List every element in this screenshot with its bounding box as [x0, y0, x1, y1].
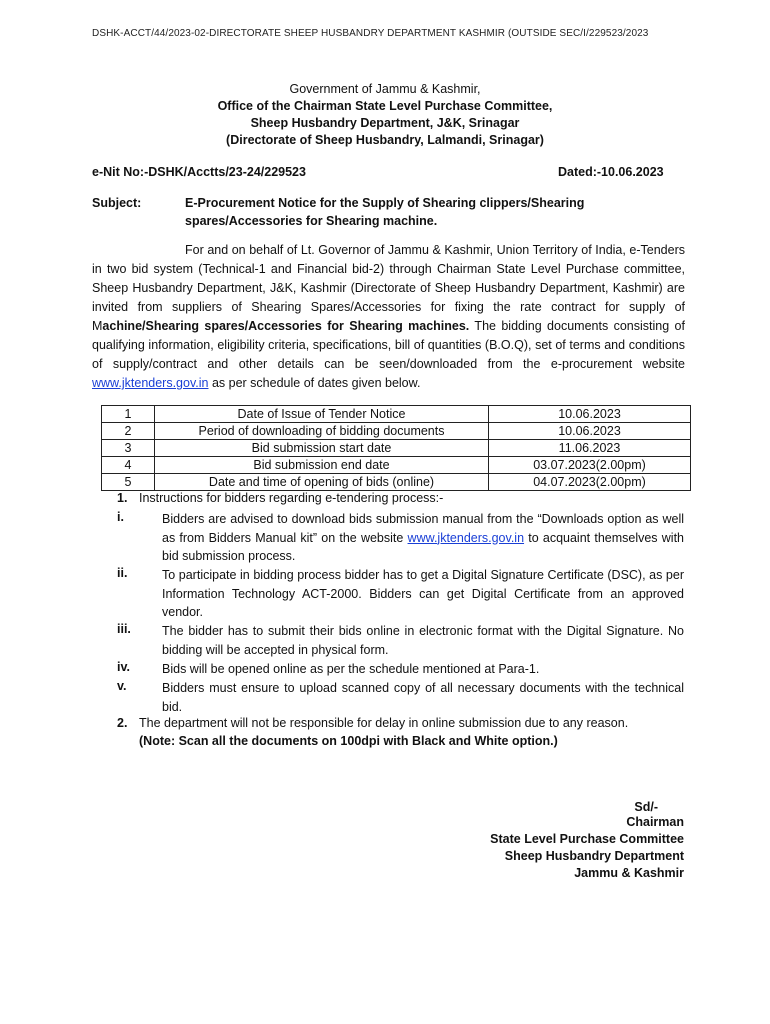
schedule-table [101, 405, 691, 491]
instruction-text-part: to acquaint themselves with bid submission process. [162, 530, 684, 563]
letterhead-line-4: (Directorate of Sheep Husbandry, Lalmandi, Srinagar) [226, 133, 544, 147]
signature-department: Sheep Husbandry Department [504, 849, 684, 863]
instruction-number: iii. [117, 622, 131, 636]
schedule-row [102, 474, 691, 491]
instruction-text [162, 510, 684, 566]
scan-note: (Note: Scan all the documents on 100dpi with Black and White option.) [139, 734, 558, 748]
schedule-date: 11.06.2023 [489, 440, 691, 457]
schedule-date: 10.06.2023 [489, 423, 691, 440]
schedule-no: 5 [102, 474, 155, 491]
instruction-text-part: The bidder has to submit their bids online in electronic format with the Digital Signature. No bidding will be accepted in physical form. [162, 624, 684, 657]
instruction-number: i. [117, 510, 124, 524]
schedule-no: 4 [102, 457, 155, 474]
schedule-event: Date and time of opening of bids (online) [155, 474, 489, 491]
schedule-no: 3 [102, 440, 155, 457]
enit-number: e-Nit No:-DSHK/Acctts/23-24/229523 [92, 165, 306, 179]
instruction-number: ii. [117, 566, 128, 580]
schedule-no: 2 [102, 423, 155, 440]
schedule-row [102, 423, 691, 440]
instruction-text [162, 622, 684, 659]
body-text-1: For and on behalf of Lt. Governor of Jammu & Kashmir, Union Territory of India, e-Tenders in two bid system (Technical-1 and Financial bid-2) through Chairman State Level Purchase committee, Sheep Husbandry Department, J&K, Kashmir (Directorate of Sheep Husbandry Department, Kashmir) are invited from suppliers of Shearing Spares/Accessories for fixing the rate contract for supply of M [92, 243, 685, 333]
schedule-event: Bid submission end date [155, 457, 489, 474]
signature-state: Jammu & Kashmir [574, 866, 684, 880]
schedule-date: 03.07.2023(2.00pm) [489, 457, 691, 474]
schedule-date: 10.06.2023 [489, 406, 691, 423]
signature-sd: Sd/- [634, 800, 658, 814]
point-2-text: The department will not be responsible for delay in online submission due to any reason. [139, 716, 629, 730]
letterhead-line-2: Office of the Chairman State Level Purchase Committee, [217, 99, 553, 113]
instruction-number: v. [117, 679, 127, 693]
instruction-text-part: To participate in bidding process bidder has to get a Digital Signature Certificate (DSC), as per Information Technology ACT-2000. Bidders can get Digital Certificate from an approved vendor. [162, 568, 684, 619]
schedule-event: Date of Issue of Tender Notice [155, 406, 489, 423]
signature-committee: State Level Purchase Committee [490, 832, 684, 846]
schedule-no: 1 [102, 406, 155, 423]
subject-label: Subject: [92, 196, 142, 210]
schedule-row [102, 457, 691, 474]
point-1-number: 1. [117, 491, 128, 505]
jktenders-link[interactable]: www.jktenders.gov.in [407, 530, 525, 545]
instruction-text [162, 660, 684, 679]
schedule-event: Period of downloading of bidding documents [155, 423, 489, 440]
enit-date: Dated:-10.06.2023 [558, 165, 664, 179]
jktenders-link[interactable]: www.jktenders.gov.in [92, 376, 209, 390]
schedule-row [102, 440, 691, 457]
letterhead-line-1: Government of Jammu & Kashmir, [289, 82, 481, 96]
point-2-number: 2. [117, 716, 128, 730]
body-text-2: The bidding documents consisting of qualifying information, eligibility criteria, specifications, bill of quantities (B.O.Q), set of terms and conditions of supply/contract and other details can be seen/downloaded from the e-procurement website [92, 319, 685, 371]
subject-line-2: spares/Accessories for Shearing machine. [185, 214, 438, 228]
instruction-text-part: Bids will be opened online as per the schedule mentioned at Para-1. [162, 662, 540, 676]
instruction-text-part: Bidders must ensure to upload scanned copy of all necessary documents with the technical bid. [162, 681, 684, 714]
schedule-date: 04.07.2023(2.00pm) [489, 474, 691, 491]
signature-title: Chairman [626, 815, 684, 829]
body-paragraph [92, 241, 685, 393]
letterhead-line-3: Sheep Husbandry Department, J&K, Srinagar [250, 116, 520, 130]
schedule-row [102, 406, 691, 423]
subject-line-1: E-Procurement Notice for the Supply of Shearing clippers/Shearing [185, 196, 585, 210]
instruction-number: iv. [117, 660, 130, 674]
instruction-text [162, 679, 684, 716]
instruction-text-part: Bidders are advised to download bids submission manual from the “Downloads option as well as from Bidders Manual kit” on the website [162, 512, 684, 545]
body-text-3: as per schedule of dates given below. [208, 376, 421, 390]
instructions-heading: Instructions for bidders regarding e-tendering process:- [139, 491, 444, 505]
instruction-text [162, 566, 684, 622]
body-bold-text: achine/Shearing spares/Accessories for Shearing machines. [102, 319, 470, 333]
schedule-event: Bid submission start date [155, 440, 489, 457]
reference-header: DSHK-ACCT/44/2023-02-DIRECTORATE SHEEP HUSBANDRY DEPARTMENT KASHMIR (OUTSIDE SEC/I/229523/2023 [92, 28, 649, 39]
